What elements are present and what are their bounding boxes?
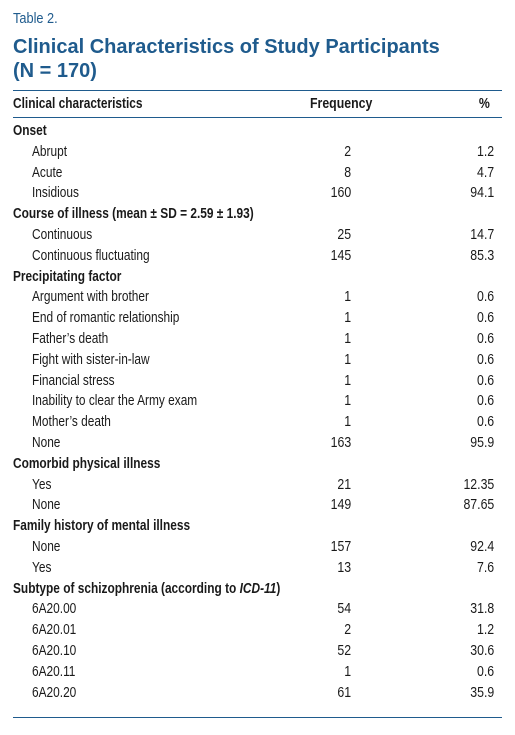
row-label: [32, 599, 76, 620]
table-header-row: [13, 91, 502, 118]
table-row: [13, 287, 502, 308]
percent-cell: 1.2: [476, 622, 494, 639]
percent-cell: 12.35: [463, 476, 494, 493]
table-row: [13, 350, 502, 371]
label-text: End of romantic relationship: [32, 310, 180, 327]
table-row: [13, 371, 502, 392]
table-row: [13, 558, 502, 579]
label-text: Yes: [32, 476, 52, 493]
row-label: [32, 475, 51, 496]
row-label: [32, 287, 149, 308]
frequency-cell: 54: [337, 601, 351, 618]
label-text: Continuous: [32, 226, 93, 243]
label-text: Family history of mental illness: [13, 518, 191, 535]
row-label: [32, 620, 76, 641]
label-text: Financial stress: [32, 372, 115, 389]
row-label: [32, 142, 67, 163]
table-title-line-2: (N = 170): [13, 60, 97, 82]
percent-cell: 35.9: [470, 684, 494, 701]
table-row: [13, 142, 502, 163]
percent-cell: 0.6: [476, 330, 494, 347]
percent-cell: 92.4: [470, 538, 494, 555]
table-row: [13, 308, 502, 329]
frequency-cell: 52: [337, 642, 351, 659]
row-label: [32, 246, 150, 267]
row-label: [32, 183, 79, 204]
label-text: 6A20.11: [32, 663, 76, 680]
frequency-cell: 2: [344, 143, 351, 160]
row-label: [32, 537, 60, 558]
table-number-label: Table 2.: [13, 11, 58, 27]
table-row: [13, 599, 502, 620]
table-row: [13, 433, 502, 454]
label-text: Mother’s death: [32, 414, 111, 431]
frequency-cell: 1: [344, 372, 351, 389]
table-row: [13, 495, 502, 516]
label-text: Inability to clear the Army exam: [32, 393, 198, 410]
table-row: [13, 329, 502, 350]
frequency-cell: 61: [337, 684, 351, 701]
table-row: [13, 183, 502, 204]
row-label: [32, 433, 60, 454]
label-text: Argument with brother: [32, 289, 149, 306]
section-header-row: [13, 121, 502, 142]
table-title: [13, 35, 502, 83]
frequency-cell: 163: [330, 434, 351, 451]
label-text: 6A20.20: [32, 684, 77, 701]
row-label: [32, 371, 115, 392]
table-bottom-rule: [13, 717, 502, 718]
section-label: [13, 267, 121, 288]
row-label: [32, 683, 76, 704]
label-text: Course of illness (mean ± SD = 2.59 ± 1.93): [13, 206, 254, 223]
row-label: [32, 641, 76, 662]
section-header-row: [13, 516, 502, 537]
label-text: Abrupt: [32, 143, 68, 160]
label-text: Subtype of schizophrenia (according to: [13, 580, 240, 597]
label-text: Onset: [13, 123, 47, 139]
percent-cell: 0.6: [476, 663, 494, 680]
frequency-cell: 1: [344, 414, 351, 431]
percent-cell: 30.6: [470, 642, 494, 659]
row-label: [32, 662, 75, 683]
label-italic-text: ICD-11: [239, 580, 277, 597]
frequency-cell: 1: [344, 663, 351, 680]
section-header-row: [13, 579, 502, 600]
percent-cell: 94.1: [470, 185, 494, 202]
frequency-cell: 157: [330, 538, 351, 555]
label-text: Insidious: [32, 185, 79, 202]
frequency-cell: 149: [330, 497, 351, 514]
row-label: [32, 308, 179, 329]
table-row: [13, 641, 502, 662]
frequency-cell: 1: [344, 330, 351, 347]
row-label: [32, 329, 108, 350]
label-text: Yes: [32, 559, 52, 576]
frequency-cell: 25: [337, 226, 351, 243]
label-text: 6A20.01: [32, 622, 77, 639]
table-container: [13, 8, 502, 703]
percent-cell: 95.9: [470, 434, 494, 451]
percent-cell: 0.6: [476, 289, 494, 306]
label-text: Acute: [32, 164, 63, 181]
frequency-cell: 21: [337, 476, 351, 493]
section-label: [13, 579, 280, 600]
row-label: [32, 495, 60, 516]
label-text: Father’s death: [32, 330, 109, 347]
percent-cell: 0.6: [476, 414, 494, 431]
percent-cell: 4.7: [476, 164, 494, 181]
column-header-frequency: Frequency: [309, 96, 372, 112]
table-row: [13, 662, 502, 683]
label-text: Fight with sister-in-law: [32, 351, 150, 368]
table-title-line-1: Clinical Characteristics of Study Participants: [13, 36, 440, 58]
row-label: [32, 225, 92, 246]
section-label: [13, 204, 254, 225]
frequency-cell: 145: [330, 247, 351, 264]
table-row: [13, 225, 502, 246]
table-row: [13, 163, 502, 184]
table-row: [13, 391, 502, 412]
frequency-cell: 1: [344, 351, 351, 368]
section-label: [13, 454, 160, 475]
table-body: [13, 121, 502, 703]
table-row: [13, 475, 502, 496]
table-row: [13, 683, 502, 704]
label-text: Comorbid physical illness: [13, 455, 161, 472]
column-header-percent: %: [479, 96, 490, 112]
section-label: [13, 516, 190, 537]
frequency-cell: 2: [344, 622, 351, 639]
row-label: [32, 558, 51, 579]
label-text: None: [32, 497, 61, 514]
row-label: [32, 391, 197, 412]
column-header-characteristic: Clinical characteristics: [13, 96, 143, 112]
frequency-cell: 1: [344, 310, 351, 327]
row-label: [32, 412, 111, 433]
percent-cell: 0.6: [476, 351, 494, 368]
label-suffix-text: ): [276, 580, 281, 597]
frequency-cell: 1: [344, 393, 351, 410]
label-text: 6A20.00: [32, 601, 77, 618]
table-row: [13, 412, 502, 433]
section-label: [13, 121, 47, 142]
frequency-cell: 13: [337, 559, 351, 576]
frequency-cell: 160: [330, 185, 351, 202]
table-row: [13, 246, 502, 267]
percent-cell: 0.6: [476, 372, 494, 389]
percent-cell: 1.2: [476, 143, 494, 160]
percent-cell: 7.6: [476, 559, 494, 576]
label-text: None: [32, 538, 61, 555]
percent-cell: 31.8: [470, 601, 494, 618]
row-label: [32, 163, 62, 184]
label-text: None: [32, 434, 61, 451]
frequency-cell: 8: [344, 164, 351, 181]
percent-cell: 14.7: [470, 226, 494, 243]
table-row: [13, 620, 502, 641]
label-text: Continuous fluctuating: [32, 247, 150, 264]
label-text: Precipitating factor: [13, 268, 122, 285]
row-label: [32, 350, 150, 371]
percent-cell: 0.6: [476, 310, 494, 327]
percent-cell: 0.6: [476, 393, 494, 410]
section-header-row: [13, 454, 502, 475]
section-header-row: [13, 267, 502, 288]
percent-cell: 87.65: [463, 497, 494, 514]
label-text: 6A20.10: [32, 642, 77, 659]
frequency-cell: 1: [344, 289, 351, 306]
section-header-row: [13, 204, 502, 225]
percent-cell: 85.3: [470, 247, 494, 264]
table-row: [13, 537, 502, 558]
